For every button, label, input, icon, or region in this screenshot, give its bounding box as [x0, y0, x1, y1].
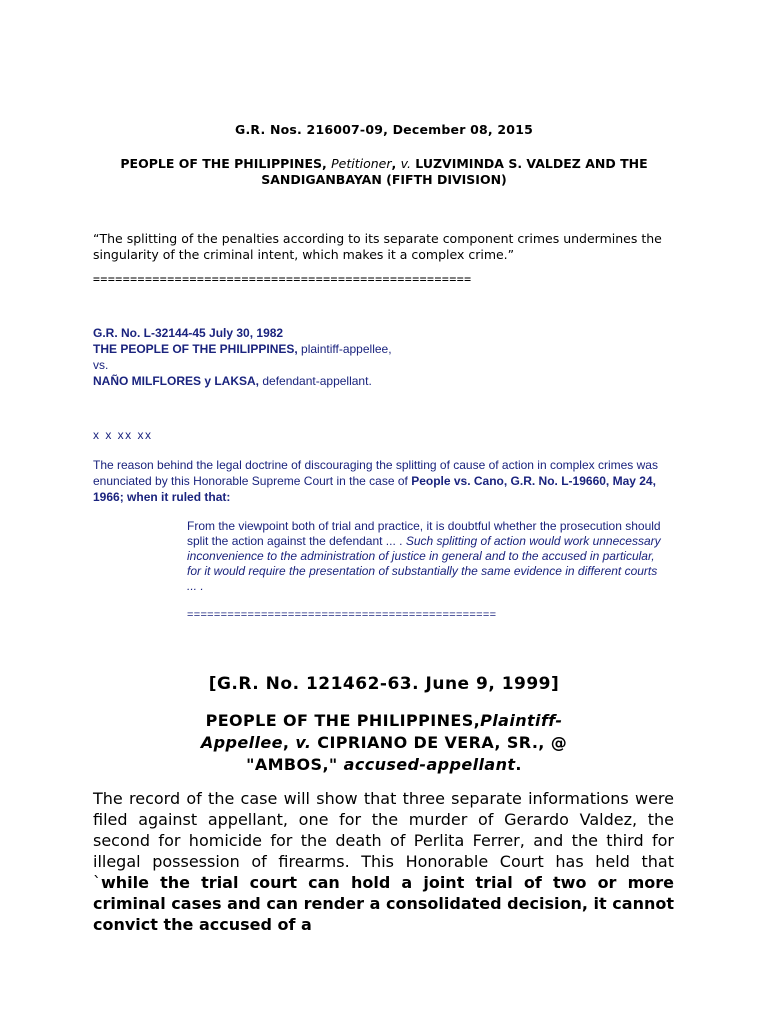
- gr-number-1982: G.R. No. L-32144-45 July 30, 1982: [93, 326, 284, 340]
- role-defendant: defendant-appellant.: [259, 374, 372, 388]
- case-parties-1999: [180, 710, 588, 776]
- role-plaintiff: plaintiff-appellee,: [297, 342, 392, 356]
- doctrine-quote: “The splitting of the penalties according to its separate component crimes undermines the singularity of the criminal intent, which makes it a complex crime.”: [93, 231, 662, 262]
- quote-italic: Such splitting of action would work unnecessary inconvenience to the administration of justice in general and to the accused in particular, for it would require the presentation of substantially the same evidence in different courts ... .: [187, 534, 661, 593]
- period: .: [515, 755, 522, 774]
- versus: v.: [295, 733, 312, 752]
- party-defendant: NAÑO MILFLORES y LAKSA,: [93, 374, 260, 388]
- cited-case: People vs. Cano, G.R. No. L-19660, May 24, 1966; when it ruled that:: [93, 474, 656, 504]
- versus: vs.: [93, 358, 109, 372]
- case-citation-2015: G.R. Nos. 216007-09, December 08, 2015: [234, 122, 534, 137]
- case-citation-1999: [G.R. No. 121462-63. June 9, 1999]: [208, 674, 560, 694]
- case-citation-1982: [93, 325, 693, 389]
- role-petitioner: Petitioner: [331, 156, 392, 171]
- party-accused: CIPRIANO DE VERA, SR., @ "AMBOS,": [246, 733, 568, 774]
- ellipsis-marker: x x xx xx: [93, 428, 153, 442]
- role-accused: accused-appellant: [343, 755, 516, 774]
- body-paragraph: [93, 788, 674, 935]
- separator-line: ==============================================: [187, 609, 497, 621]
- separator-line: ===================================================: [93, 272, 472, 286]
- reason-paragraph: [93, 457, 673, 505]
- reason-text: The reason behind the legal doctrine of discouraging the splitting of cause of action in complex crimes was enunciated by this Honorable Supreme Court in the case of: [93, 458, 658, 488]
- versus: v.: [400, 156, 411, 171]
- quote-upright: From the viewpoint both of trial and practice, it is doubtful whether the prosecution should split the action against the defendant ... .: [187, 519, 661, 548]
- party-petitioner: PEOPLE OF THE PHILIPPINES,: [120, 156, 332, 171]
- body-emphasis: while the trial court can hold a joint trial of two or more criminal cases and can render a consolidated decision, it cannot convict the accused of a: [93, 873, 674, 934]
- body-text: The record of the case will show that three separate informations were filed against appellant, one for the murder of Gerardo Valdez, the second for homicide for the death of Perlita Ferrer, and the third for illegal possession of firearms. This Honorable Court has held that `: [93, 789, 674, 892]
- party-respondent: LUZVIMINDA S. VALDEZ AND THE SANDIGANBAYAN (FIFTH DIVISION): [261, 156, 648, 187]
- role-plaintiff: Plaintiff-Appellee: [200, 711, 563, 752]
- party-plaintiff: PEOPLE OF THE PHILIPPINES,: [205, 711, 481, 730]
- block-quote: [187, 519, 667, 594]
- party-plaintiff: THE PEOPLE OF THE PHILIPPINES,: [93, 342, 298, 356]
- comma: ,: [391, 156, 401, 171]
- comma: ,: [282, 733, 296, 752]
- case-parties-2015: [100, 156, 668, 188]
